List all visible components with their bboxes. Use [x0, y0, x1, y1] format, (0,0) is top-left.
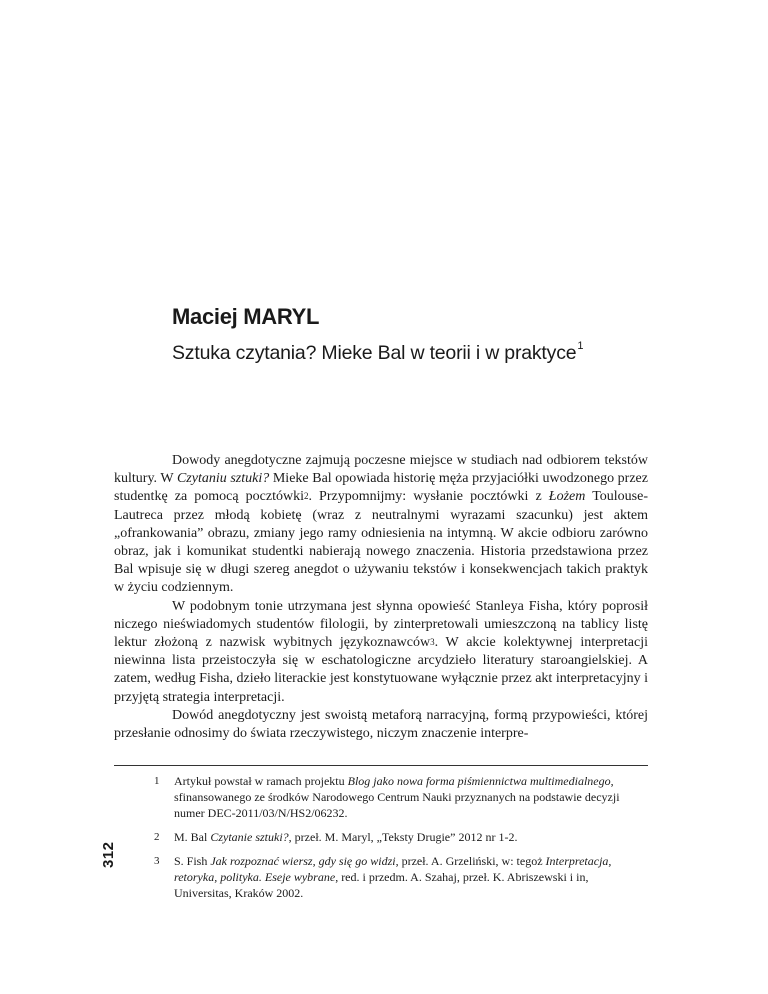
page-number: 312 [100, 841, 117, 868]
footnote-ref-2[interactable]: 2 [303, 491, 309, 502]
article-body [114, 452, 648, 743]
title-text: Sztuka czytania? Mieke Bal w teorii i w praktyce [172, 342, 577, 364]
text: . W akcie kolektywnej interpretacji niewinna lista przeistoczyła się w eschatologiczne arcydzieło literatury staroangielskiej. A zatem, według Fisha, dzieło literackie jest konstytuowane wyłącznie przez akt interpretacyjny i przyjętą strategia interpretacji. [114, 635, 648, 705]
text: . Przypomnijmy: wysłanie pocztówki z [308, 489, 549, 505]
footnote-number: 3 [154, 855, 160, 867]
artwork-title: Łożem [548, 489, 586, 505]
paragraph-3: Dowód anegdotyczny jest swoistą metaforą narracyjną, formą przypowieści, której przesłanie odnosimy do świata rzeczywistego, niczym znaczenie interpre- [114, 707, 648, 742]
paragraph-2 [114, 598, 648, 707]
book-title: Czytaniu sztuki? [176, 471, 270, 487]
footnote-number: 2 [154, 831, 160, 843]
text: W podobnym tonie utrzymana jest słynna opowieść Stanleya Fisha, który poprosił niczego nieświadomych studentów filologii, by zinterpretowali umieszczoną na tablicy listę lektur złożoną z nazwisk wybitnych językoznawców [114, 598, 648, 651]
article-title [172, 342, 583, 365]
footnote-number: 1 [154, 775, 160, 787]
title-footnote-ref[interactable]: 1 [577, 340, 584, 352]
text: Toulouse-Lautreca przez młodą kobietę (wraz z neutralnymi wyrazami szacunku) jest aktem „ofrankowania” obrazu, zmiany jego ramy odniesienia na intymną. W akcie odbioru zarówno obraz, jak i komunikat studentki nabierają nowego znaczenia. Historia przedstawiona przez Bal wpisuje się w długi szereg anegdot o używaniu tekstów i konsekwencjach takich praktyk w życiu codziennym. [114, 489, 648, 596]
footnote-divider [114, 765, 648, 766]
footnote-ref-3[interactable]: 3 [430, 637, 435, 648]
footnote-text: S. Fish Jak rozpoznać wiersz, gdy się go widzi, przeł. A. Grzeliński, w: tegoż Interpretacja, retoryka, polityka. Eseje wybrane, red. i przedm. A. Szahaj, przeł. K. Abriszewski i in, Universitas, Kraków 2002. [174, 854, 612, 900]
text: Mieke Bal opowiada historię męża przyjaciółki uwodzonego przez studentkę za pomocą pocztówki [114, 471, 648, 505]
footnote-text: Artykuł powstał w ramach projektu Blog jako nowa forma piśmiennictwa multimedialnego, sfinansowanego ze środków Narodowego Centrum Nauki przyznanych na podstawie decyzji numer DEC-2011/03/N/HS2/06232. [174, 774, 620, 820]
author-name: Maciej MARYL [172, 304, 320, 329]
footnote-text: M. Bal Czytanie sztuki?, przeł. M. Maryl, „Teksty Drugie” 2012 nr 1-2. [174, 830, 518, 844]
paragraph-1 [114, 452, 648, 598]
text: Dowody anegdotyczne zajmują poczesne miejsce w studiach nad odbiorem tekstów kultury. W [114, 453, 648, 487]
